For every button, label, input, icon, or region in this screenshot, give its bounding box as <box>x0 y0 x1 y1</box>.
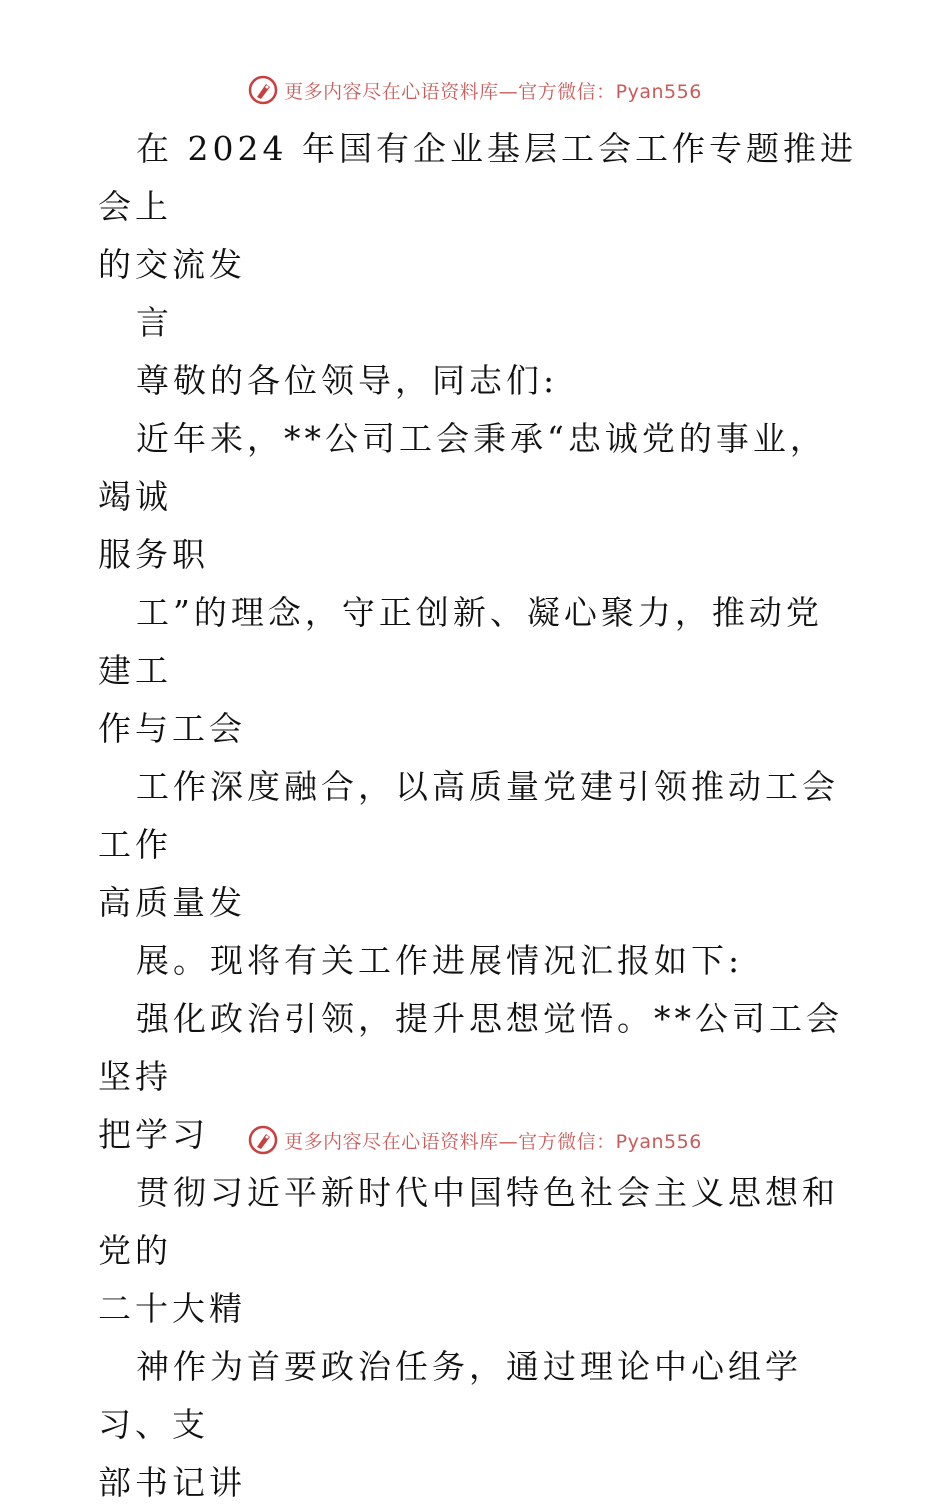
text-line: 二十大精 <box>98 1289 246 1328</box>
text-line: 展。现将有关工作进展情况汇报如下: <box>136 941 744 980</box>
header-watermark <box>0 70 950 110</box>
text-line: 的交流发 <box>98 245 246 284</box>
text-line: 尊敬的各位领导，同志们: <box>136 361 559 400</box>
text-line: 在 2024 年国有企业基层工会工作专题推进会上 <box>98 129 857 226</box>
text-line: 贯彻习近平新时代中国特色社会主义思想和党的 <box>98 1173 839 1270</box>
footer-watermark <box>0 1120 950 1160</box>
watermark-text: 更多内容尽在心语资料库—官方微信：Pyan556 <box>284 1130 702 1153</box>
text-line: 言 <box>136 303 173 342</box>
text-line: 把学习 <box>98 1115 209 1154</box>
text-line: 神作为首要政治任务，通过理论中心组学习、支 <box>98 1347 802 1444</box>
document-body <box>98 120 858 1512</box>
text-line: 服务职 <box>98 535 209 574</box>
text-line: 作与工会 <box>98 709 246 748</box>
text-line: 工”的理念，守正创新、凝心聚力，推动党建工 <box>98 593 823 690</box>
watermark-text: 更多内容尽在心语资料库—官方微信：Pyan556 <box>284 80 702 103</box>
pen-nib-logo-icon <box>248 1125 278 1155</box>
text-line: 强化政治引领，提升思想觉悟。**公司工会坚持 <box>98 999 843 1096</box>
text-line: 高质量发 <box>98 883 246 922</box>
pen-nib-logo-icon <box>248 75 278 105</box>
text-line: 部书记讲 <box>98 1463 246 1502</box>
text-line: 近年来，**公司工会秉承“忠诚党的事业，竭诚 <box>98 419 827 516</box>
text-line: 工作深度融合，以高质量党建引领推动工会工作 <box>98 767 839 864</box>
